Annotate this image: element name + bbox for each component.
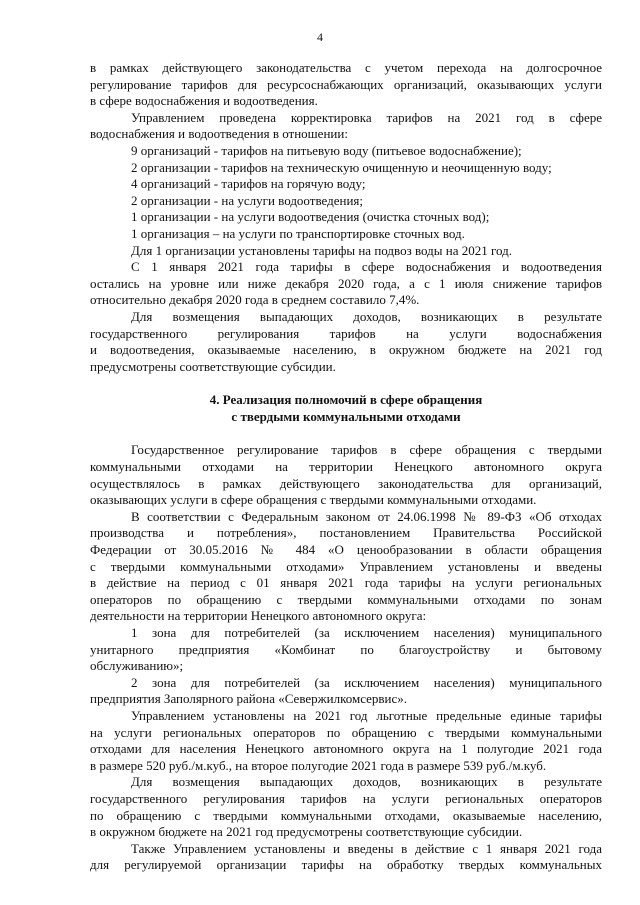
text-line: регулирование тарифов для ресурсоснабжающих организаций, оказывающих услуги [90, 76, 602, 92]
text-line: по обращению с твердыми коммунальными отходами, оказываемые населению, [90, 807, 602, 823]
text-line: 1 организация – на услуги по транспортировке сточных вод. [131, 225, 465, 241]
text-line: водоснабжения и водоотведения в отношении: [90, 126, 348, 142]
text-line: в размере 520 руб./м.куб., на второе полугодие 2021 года в размере 539 руб./м.куб. [90, 757, 547, 773]
text-line: остались на уровне или ниже декабря 2020 года, а с 1 июля снижение тарифов [90, 275, 602, 291]
text-line: Также Управлением установлены и введены в действие с 1 января 2021 года [131, 840, 602, 856]
text-line: для регулируемой организации тарифы на обработку твердых коммунальных [90, 857, 602, 873]
section-heading-line: с твердыми коммунальными отходами [231, 408, 461, 424]
text-line: обслуживанию»; [90, 658, 184, 674]
text-line: осуществлялось в рамках действующего законодательства для организаций, [90, 475, 602, 491]
text-line: Государственное регулирование тарифов в сфере обращения с твердыми [131, 442, 602, 458]
text-line: 1 зона для потребителей (за исключением населения) муниципального [131, 625, 602, 640]
paragraph-gap [90, 425, 602, 442]
text-line: Управлением установлены на 2021 год льготные предельные единые тарифы [131, 707, 602, 723]
paragraph-gap [90, 375, 602, 392]
text-line: предусмотрены соответствующие субсидии. [90, 358, 336, 374]
text-line: Для возмещения выпадающих доходов, возникающих в результате [131, 774, 602, 790]
text-line: в окружном бюджете на 2021 год предусмотрены соответствующие субсидии. [90, 824, 523, 840]
text-line: В соответствии с Федеральным законом от 24.06.1998 № 89-ФЗ «Об отходах [131, 508, 602, 524]
text-line: государственного регулирования тарифов на услуги водоснабжения [90, 325, 602, 341]
text-line: государственного регулирования тарифов на услуги региональных операторов [90, 790, 602, 806]
text-line: отходами для населения Ненецкого автономного округа на 1 полугодие 2021 года [90, 741, 602, 757]
text-line: деятельности на территории Ненецкого автономного округа: [90, 608, 427, 624]
text-line: Управлением проведена корректировка тарифов на 2021 год в сфере [131, 109, 602, 125]
text-line: Федерации от 30.05.2016 № 484 «О ценообразовании в области обращения [90, 542, 602, 558]
text-line: оказывающих услуги в сфере обращения с твердыми коммунальными отходами. [90, 492, 537, 508]
text-line: в действие на период с 01 января 2021 года тарифы на услуги региональных [90, 575, 602, 591]
text-line: 2 организации - тарифов на техническую очищенную и неочищенную воду; [131, 159, 552, 175]
text-line: производства и потребления», постановлением Правительства Российской [90, 525, 602, 541]
document-body [90, 60, 602, 874]
text-line: предприятия Заполярного района «Севержилкомсервис». [90, 691, 408, 707]
text-line: операторов по обращению с твердыми коммунальными отходами по зонам [90, 591, 602, 607]
text-line: в сфере водоснабжения и водоотведения. [90, 93, 318, 109]
text-line: 2 организации - на услуги водоотведения; [131, 192, 363, 208]
text-line: и водоотведения, оказываемые населению, в окружном бюджете на 2021 год [90, 342, 602, 358]
text-line: унитарного предприятия «Комбинат по благоустройству и бытовому [90, 641, 602, 657]
text-line: 4 организаций - тарифов на горячую воду; [131, 176, 366, 192]
text-line: С 1 января 2021 года тарифы в сфере водоснабжения и водоотведения [131, 259, 602, 275]
text-line: 2 зона для потребителей (за исключением населения) муниципального [131, 674, 602, 690]
section-heading-line: 4. Реализация полномочий в сфере обращения [209, 392, 483, 408]
text-line: в рамках действующего законодательства с учетом перехода на долгосрочное [90, 60, 602, 75]
text-line: Для возмещения выпадающих доходов, возникающих в результате [131, 308, 602, 324]
text-line: 1 организации - на услуги водоотведения (очистка сточных вод); [131, 209, 490, 225]
text-line: Для 1 организации установлены тарифы на подвоз воды на 2021 год. [131, 242, 512, 258]
text-line: с твердыми коммунальными отходами» Управлением установлены и введены [90, 558, 602, 574]
page-number: 4 [317, 30, 323, 44]
text-line: 9 организаций - тарифов на питьевую воду (питьевое водоснабжение); [131, 142, 522, 158]
text-line: относительно декабря 2020 года в среднем составило 7,4%. [90, 292, 420, 308]
text-line: на услуги региональных операторов по обращению с твердыми коммунальными [90, 724, 602, 740]
text-line: коммунальными отходами на территории Ненецкого автономного округа [90, 459, 602, 475]
